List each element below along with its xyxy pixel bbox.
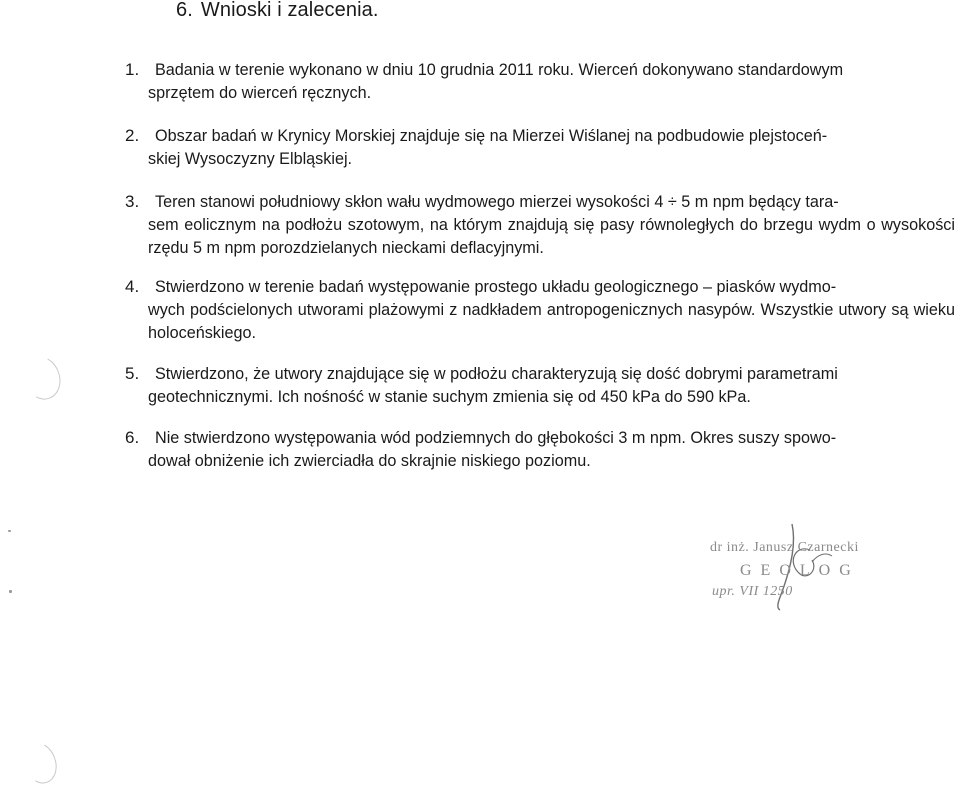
binder-hole-mark [18, 351, 67, 405]
item-text-line1: Nie stwierdzono występowania wód podziemnych do głębokości 3 m npm. Okres suszy spowo- [155, 429, 837, 447]
conclusion-item-3 [125, 190, 955, 260]
item-text-rest: sem eolicznym na podłożu szotowym, na którym znajdują się pasy równoległych do brzegu wydm o wysokości rzędu 5 m npm porozdzielanych nieckami deflacyjnymi. [148, 216, 955, 257]
stamp-license: upr. VII 1250 [712, 584, 793, 599]
conclusion-item-1 [125, 58, 955, 105]
conclusion-item-2 [125, 124, 955, 171]
item-text-line1: Teren stanowi południowy skłon wału wydmowego mierzei wysokości 4 ÷ 5 m npm będący tara- [155, 193, 839, 211]
item-text-line1: Stwierdzono, że utwory znajdujące się w podłożu charakteryzują się dość dobrymi parametrami [155, 365, 838, 383]
section-number: 6. [176, 0, 193, 21]
item-text-rest: dował obniżenie ich zwierciadła do skrajnie niskiego poziomu. [148, 452, 591, 470]
item-text-line1: Badania w terenie wykonano w dniu 10 grudnia 2011 roku. Wierceń dokonywano standardowym [155, 61, 844, 79]
item-number: 6. [125, 428, 140, 447]
item-text-line1: Stwierdzono w terenie badań występowanie prostego układu geologicznego – piasków wydmo- [155, 278, 837, 296]
item-number: 4. [125, 277, 140, 296]
item-text-line1: Obszar badań w Krynicy Morskiej znajduje się na Mierzei Wiślanej na podbudowie plejstoceń- [155, 127, 828, 145]
conclusion-item-4 [125, 275, 955, 345]
scan-speck [8, 530, 11, 532]
scan-speck [9, 590, 12, 593]
item-number: 2. [125, 126, 140, 145]
item-number: 1. [125, 60, 140, 79]
binder-hole-mark [18, 738, 62, 788]
item-number: 5. [125, 364, 140, 383]
conclusion-item-5 [125, 362, 955, 409]
item-number: 3. [125, 192, 140, 211]
stamp-profession: GEOLOG [740, 562, 860, 579]
item-text-rest: wych podścielonych utworami plażowymi z nadkładem antropogenicznych nasypów. Wszystkie utwory są wieku holoceńskiego. [148, 301, 955, 342]
section-heading [176, 0, 379, 24]
item-text-rest: skiej Wysoczyzny Elbląskiej. [148, 150, 353, 168]
section-title: Wnioski i zalecenia. [200, 0, 379, 21]
stamp-name: dr inż. Janusz Czarnecki [710, 540, 859, 555]
item-text-rest: geotechnicznymi. Ich nośność w stanie suchym zmienia się od 450 kPa do 590 kPa. [148, 388, 751, 406]
signature-stamp [700, 522, 890, 612]
item-text-rest: sprzętem do wierceń ręcznych. [148, 84, 372, 102]
conclusion-item-6 [125, 426, 955, 473]
